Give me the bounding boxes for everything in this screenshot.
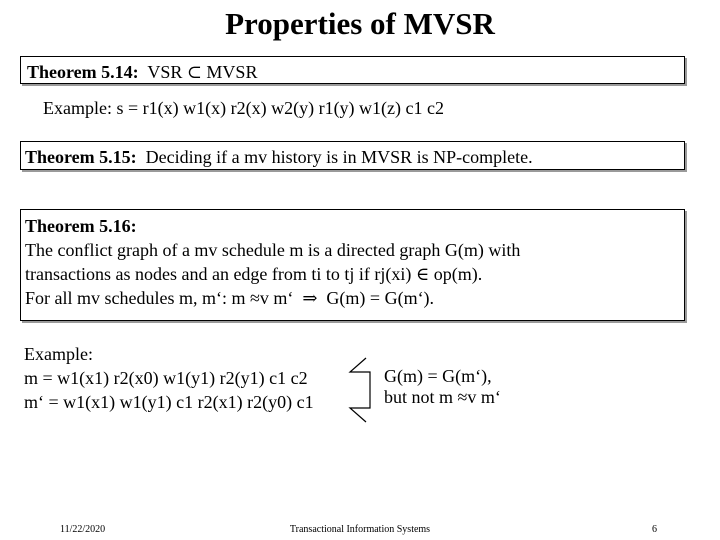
theorem-5-16-label: Theorem 5.16:: [25, 216, 137, 236]
example-2-line-1: m = w1(x1) r2(x0) w1(y1) r2(y1) c1 c2: [24, 368, 308, 388]
theorem-5-15-text: Deciding if a mv history is in MVSR is NP-complete.: [136, 147, 533, 167]
conclusion-line-1: G(m) = G(m‘),: [384, 366, 492, 386]
theorem-5-15-box: [20, 141, 685, 170]
theorem-5-14-label: Theorem 5.14:: [27, 62, 139, 82]
example-2-line-2: m‘ = w1(x1) w1(y1) c1 r2(x1) r2(y0) c1: [24, 392, 314, 412]
example-2-label: Example:: [24, 344, 93, 364]
conclusion-line-2: but not m ≈v m‘: [384, 387, 501, 407]
slide-title: Properties of MVSR: [225, 6, 495, 41]
theorem-5-14-text: VSR ⊂ MVSR: [138, 62, 258, 82]
example-1-text: Example: s = r1(x) w1(x) r2(x) w2(y) r1(y) w1(z) c1 c2: [43, 98, 445, 118]
theorem-5-15-label: Theorem 5.15:: [25, 147, 137, 167]
example-2-block: [24, 342, 314, 414]
theorem-5-16-line-2: transactions as nodes and an edge from ti to tj if rj(xi) ∈ op(m).: [25, 264, 483, 284]
theorem-5-16-line-3: For all mv schedules m, m‘: m ≈v m‘ ⇒ G(m) = G(m‘).: [25, 288, 435, 308]
theorem-5-16-box: [20, 209, 685, 321]
conclusion-block: [384, 366, 501, 408]
footer-title: Transactional Information Systems: [289, 524, 431, 535]
theorem-5-16-line-1: The conflict graph of a mv schedule m is a directed graph G(m) with: [25, 240, 521, 260]
footer-date: 11/22/2020: [60, 524, 106, 535]
footer-page-number: 6: [652, 524, 657, 535]
brace-connector-icon: [344, 356, 384, 424]
theorem-5-14-box: [20, 56, 685, 84]
